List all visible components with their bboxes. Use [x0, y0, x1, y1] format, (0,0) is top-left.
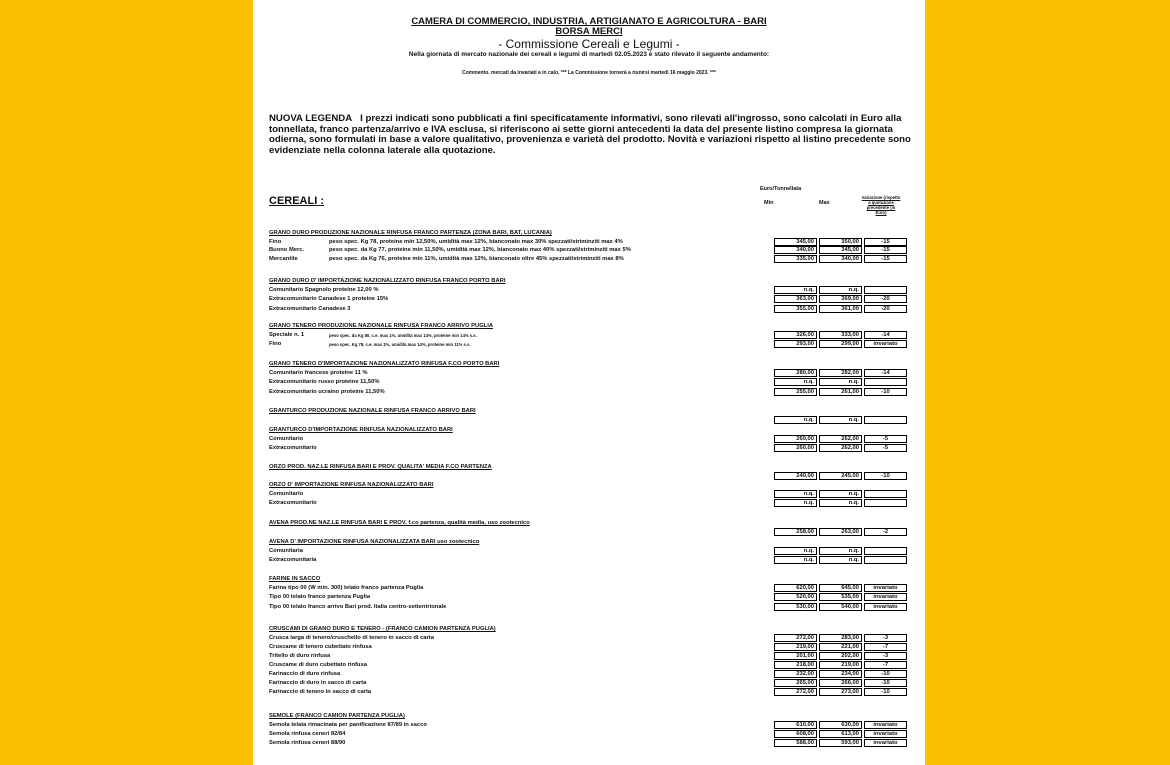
- variation-cell: -14: [864, 331, 907, 339]
- section-title: GRANO DURO D' IMPORTAZIONE NAZIONALIZZATO RINFUSA FRANCO PORTO BARI: [269, 278, 506, 284]
- variation-cell: invariato: [864, 603, 907, 611]
- variation-cell: [864, 490, 907, 498]
- table-row: [269, 644, 909, 652]
- variation-cell: -10: [864, 679, 907, 687]
- section-title: CRUSCAMI DI GRANO DURO E TENERO - (FRANCO CAMION PARTENZA PUGLIA): [269, 626, 496, 632]
- variation-cell: -15: [864, 246, 907, 254]
- variation-cell: -2: [864, 528, 907, 536]
- min-price-cell: 219,00: [774, 643, 817, 651]
- comment-text: Commento. mercati da invariati a in calo. *** La Commissione tornerà a riunirsi martedì 16 maggio 2023. ***: [462, 70, 716, 76]
- variation-cell: -10: [864, 388, 907, 396]
- max-price-cell: 613,00: [819, 730, 862, 738]
- max-price-cell: 283,00: [819, 634, 862, 642]
- max-price-cell: 361,00: [819, 305, 862, 313]
- min-price-cell: 201,00: [774, 652, 817, 660]
- min-price-cell: 258,00: [774, 528, 817, 536]
- max-price-cell: 630,00: [819, 721, 862, 729]
- row-label: Mercantile: [269, 255, 298, 262]
- section-cereali-title: CEREALI :: [269, 195, 324, 207]
- row-label: Buono Merc.: [269, 247, 305, 253]
- min-price-cell: 588,00: [774, 739, 817, 747]
- min-price-cell: 335,00: [774, 255, 817, 263]
- row-description: peso spec. da Kg 77, proteine min 11,50%, umidità max 12%, bianconato max 40% spezzati/striminziti max 5%: [329, 247, 631, 253]
- min-price-cell: 620,00: [774, 584, 817, 592]
- row-description: peso spec. Kg 78, c.e. max 1%, umidità max 14%, proteine min 11% s.s.: [329, 341, 471, 347]
- row-label: Comunitario: [269, 490, 304, 497]
- min-price-cell: 340,00: [774, 246, 817, 254]
- min-price-cell: 272,00: [774, 634, 817, 642]
- table-row: [269, 287, 909, 295]
- legend-text: I prezzi indicati sono pubblicati a fini specificatamente informativi, sono rilevati all'ingrosso, sono calcolati in Euro alla tonnellata, franco partenza/arrivo e IVA esclusa, si riferiscono ai sette giorni antecedenti la data del presente listino compresa la giornata odierna, sono formulati in base a valore qualitativo, provenienza e varietà del prodotto. Novità e variazioni rispetto al listino precedente sono evidenziate nella colonna laterale alla quotazione.: [269, 113, 911, 156]
- table-row: [269, 473, 909, 481]
- row-label: Semola rinfusa ceneri 82/84: [269, 730, 346, 737]
- row-description: peso spec. da Kg 76, proteine min 11%, umidità max 12%, bianconato oltre 45% spezzati/striminziti max 8%: [329, 255, 624, 262]
- variation-cell: invariato: [864, 730, 907, 738]
- row-label: Farina tipo 00 (W min. 300) telato franco partenza Puglia: [269, 584, 424, 591]
- max-price-cell: 333,00: [819, 331, 862, 339]
- table-row: [269, 548, 909, 556]
- table-row: [269, 529, 909, 537]
- min-price-cell: 240,00: [774, 472, 817, 480]
- table-row: [269, 332, 909, 340]
- row-label: Semola telata rimacinata per panificazione 87/89 in sacco: [269, 721, 427, 728]
- table-row: [269, 594, 909, 602]
- variation-cell: [864, 378, 907, 386]
- row-label: Speciale n. 1: [269, 331, 305, 338]
- max-price-cell: n.q.: [819, 378, 862, 386]
- max-price-cell: n.q.: [819, 286, 862, 294]
- max-price-cell: 345,00: [819, 246, 862, 254]
- section-title: ORZO PROD. NAZ.LE RINFUSA BARI E PROV. QUALITA' MEDIA F.CO PARTENZA: [269, 464, 492, 470]
- max-price-cell: n.q.: [819, 490, 862, 498]
- variation-cell: [864, 547, 907, 555]
- variation-cell: -15: [864, 255, 907, 263]
- row-label: Comunitario Spagnolo proteine 12,00 %: [269, 286, 379, 293]
- variation-cell: -15: [864, 238, 907, 246]
- max-price-cell: 262,00: [819, 444, 862, 452]
- min-price-cell: 363,00: [774, 295, 817, 303]
- min-price-cell: 520,00: [774, 593, 817, 601]
- table-row: [269, 500, 909, 508]
- max-price-cell: 273,00: [819, 688, 862, 696]
- min-price-cell: 355,00: [774, 305, 817, 313]
- min-price-cell: n.q.: [774, 378, 817, 386]
- variation-header: Variazione (rispetto a quotazione precedente (in Euro): [861, 195, 901, 215]
- min-price-cell: 260,00: [774, 435, 817, 443]
- table-row: [269, 689, 909, 697]
- table-row: [269, 379, 909, 387]
- section-title: GRANTURCO D'IMPORTAZIONE RINFUSA NAZIONALIZZATO BARI: [269, 427, 453, 433]
- section-title: GRANO TENERO D'IMPORTAZIONE NAZIONALIZZATO RINFUSA F.CO PORTO BARI: [269, 361, 500, 367]
- max-price-cell: n.q.: [819, 556, 862, 564]
- document-title: CAMERA DI COMMERCIO, INDUSTRIA, ARTIGIANATO E AGRICOLTURA - BARI: [411, 16, 767, 27]
- max-price-cell: 219,00: [819, 661, 862, 669]
- variation-cell: -10: [864, 472, 907, 480]
- max-price-cell: 261,00: [819, 388, 862, 396]
- min-price-cell: 255,00: [774, 388, 817, 396]
- min-price-cell: 260,00: [774, 444, 817, 452]
- row-label: Comunitario: [269, 435, 304, 442]
- session-text: Nella giornata di mercato nazionale dei cereali e legumi di martedì 02.05.2023 è stato rilevato il seguente andamento:: [408, 51, 770, 58]
- table-row: [269, 680, 909, 688]
- section-title: FARINE IN SACCO: [269, 576, 321, 582]
- variation-cell: invariato: [864, 584, 907, 592]
- section-title: GRANTURCO PRODUZIONE NAZIONALE RINFUSA FRANCO ARRIVO BARI: [269, 408, 476, 414]
- table-row: [269, 557, 909, 565]
- max-price-cell: 263,00: [819, 528, 862, 536]
- row-label: Comunitario francese proteine 11 %: [269, 369, 368, 376]
- row-label: Cruscame di duro cubettato rinfusa: [269, 661, 367, 668]
- max-price-cell: 645,00: [819, 584, 862, 592]
- row-label: Farinaccio di duro in sacco di carta: [269, 679, 367, 686]
- variation-cell: [864, 416, 907, 424]
- table-row: [269, 296, 909, 304]
- section-title: SEMOLE (FRANCO CAMION PARTENZA PUGLIA): [269, 713, 405, 719]
- max-price-cell: 262,00: [819, 435, 862, 443]
- max-price-cell: 535,00: [819, 593, 862, 601]
- legend-label: NUOVA LEGENDA: [269, 113, 353, 124]
- table-row: [269, 417, 909, 425]
- max-price-cell: 350,00: [819, 238, 862, 246]
- min-price-cell: 345,00: [774, 238, 817, 246]
- table-row: [269, 662, 909, 670]
- variation-cell: [864, 556, 907, 564]
- variation-cell: -5: [864, 444, 907, 452]
- variation-cell: -10: [864, 688, 907, 696]
- variation-cell: -7: [864, 661, 907, 669]
- variation-cell: -14: [864, 369, 907, 377]
- row-description: peso spec. da Kg 80, c.e. max 1%, umidità max 14%, proteine min 14% s.s.: [329, 332, 477, 338]
- table-row: [269, 635, 909, 643]
- variation-cell: invariato: [864, 593, 907, 601]
- table-row: [269, 671, 909, 679]
- variation-cell: -3: [864, 652, 907, 660]
- max-price-cell: 299,00: [819, 340, 862, 348]
- table-row: [269, 585, 909, 593]
- max-price-cell: 202,00: [819, 652, 862, 660]
- min-price-cell: 232,00: [774, 670, 817, 678]
- min-price-cell: n.q.: [774, 286, 817, 294]
- table-row: [269, 436, 909, 444]
- row-label: Extracomunitario: [269, 444, 317, 451]
- variation-cell: -20: [864, 295, 907, 303]
- row-label: Semola rinfusa ceneri 88/90: [269, 739, 346, 746]
- section-title: GRANO DURO PRODUZIONE NAZIONALE RINFUSA FRANCO PARTENZA (ZONA BARI, BAT, LUCANIA): [269, 230, 552, 236]
- row-label: Crusca larga di tenero/cruschello di tenero in sacco di carta: [269, 634, 434, 641]
- max-price-cell: 221,00: [819, 643, 862, 651]
- min-price-cell: 530,00: [774, 603, 817, 611]
- row-label: Extracomunitario: [269, 499, 317, 506]
- min-price-cell: 326,00: [774, 331, 817, 339]
- min-price-cell: n.q.: [774, 490, 817, 498]
- variation-cell: [864, 286, 907, 294]
- commission-name: - Commissione Cereali e Legumi -: [498, 37, 680, 51]
- section-title: ORZO D' IMPORTAZIONE RINFUSA NAZIONALIZZATO BARI: [269, 482, 434, 488]
- variation-cell: -20: [864, 305, 907, 313]
- section-title: AVENA PROD.NE NAZ.LE RINFUSA BARI E PROV. f.co partenza, qualità media, uso zootecnico: [269, 520, 530, 526]
- row-label: Cruscame di tenero cubettato rinfusa: [269, 643, 372, 650]
- row-label: Tipo 00 telato franco arrivo Bari prod. Italia centro-settentrionale: [269, 603, 447, 610]
- row-label: Fino: [269, 340, 282, 347]
- unit-header: Euro/Tonnellata: [760, 186, 802, 192]
- min-price-cell: 280,00: [774, 369, 817, 377]
- max-price-cell: 245,00: [819, 472, 862, 480]
- document-subtitle: BORSA MERCI: [555, 26, 623, 37]
- min-price-cell: n.q.: [774, 416, 817, 424]
- min-header: Min: [764, 200, 774, 206]
- row-label: Extracomunitario russo proteine 11,50%: [269, 379, 380, 385]
- variation-cell: [864, 499, 907, 507]
- document-page: [253, 0, 925, 765]
- table-row: [269, 306, 909, 314]
- row-description: peso spec. Kg 78, proteine min 12,50%, umidità max 12%, bianconato max 30% spezzati/striminziti max 4%: [329, 238, 623, 245]
- table-row: [269, 722, 909, 730]
- table-row: [269, 445, 909, 453]
- variation-cell: invariato: [864, 739, 907, 747]
- min-price-cell: 608,00: [774, 730, 817, 738]
- section-title: AVENA D' IMPORTAZIONE RINFUSA NAZIONALIZZATA BARI uso zootecnico: [269, 539, 480, 545]
- row-label: Farinaccio di tenero in sacco di carta: [269, 688, 372, 695]
- table-row: [269, 740, 909, 748]
- min-price-cell: n.q.: [774, 547, 817, 555]
- legend-block: [269, 114, 911, 156]
- min-price-cell: 610,00: [774, 721, 817, 729]
- table-row: [269, 389, 909, 397]
- max-price-cell: 340,00: [819, 255, 862, 263]
- min-price-cell: 272,00: [774, 688, 817, 696]
- variation-cell: invariato: [864, 340, 907, 348]
- min-price-cell: n.q.: [774, 556, 817, 564]
- max-price-cell: 266,00: [819, 679, 862, 687]
- variation-cell: -5: [864, 435, 907, 443]
- min-price-cell: 293,00: [774, 340, 817, 348]
- row-label: Tipo 00 telato franco partenza Puglia: [269, 594, 371, 600]
- table-row: [269, 653, 909, 661]
- max-price-cell: n.q.: [819, 416, 862, 424]
- table-row: [269, 256, 909, 264]
- variation-cell: invariato: [864, 721, 907, 729]
- table-row: [269, 604, 909, 612]
- max-price-cell: 593,00: [819, 739, 862, 747]
- variation-cell: -7: [864, 643, 907, 651]
- row-label: Extracomunitario Canadese 3: [269, 305, 351, 312]
- max-price-cell: 282,00: [819, 369, 862, 377]
- max-header: Max: [819, 200, 830, 206]
- table-row: [269, 491, 909, 499]
- table-row: [269, 341, 909, 349]
- min-price-cell: 218,00: [774, 661, 817, 669]
- row-label: Extracomunitaria: [269, 556, 317, 563]
- table-row: [269, 731, 909, 739]
- row-label: Comunitaria: [269, 547, 303, 554]
- variation-cell: -3: [864, 634, 907, 642]
- max-price-cell: n.q.: [819, 499, 862, 507]
- min-price-cell: 265,00: [774, 679, 817, 687]
- section-title: GRANO TENERO PRODUZIONE NAZIONALE RINFUSA FRANCO ARRIVO PUGLIA: [269, 323, 494, 329]
- min-price-cell: n.q.: [774, 499, 817, 507]
- max-price-cell: n.q.: [819, 547, 862, 555]
- max-price-cell: 234,00: [819, 670, 862, 678]
- row-label: Extracomunitario Canadese 1 proteine 15%: [269, 296, 389, 302]
- row-label: Tritello di duro rinfusa: [269, 652, 331, 659]
- max-price-cell: 369,00: [819, 295, 862, 303]
- row-label: Extracomunitario ucraino proteine 11,50%: [269, 388, 385, 395]
- variation-cell: -10: [864, 670, 907, 678]
- row-label: Farinaccio di duro rinfusa: [269, 670, 341, 677]
- max-price-cell: 540,00: [819, 603, 862, 611]
- row-label: Fino: [269, 238, 282, 245]
- table-row: [269, 370, 909, 378]
